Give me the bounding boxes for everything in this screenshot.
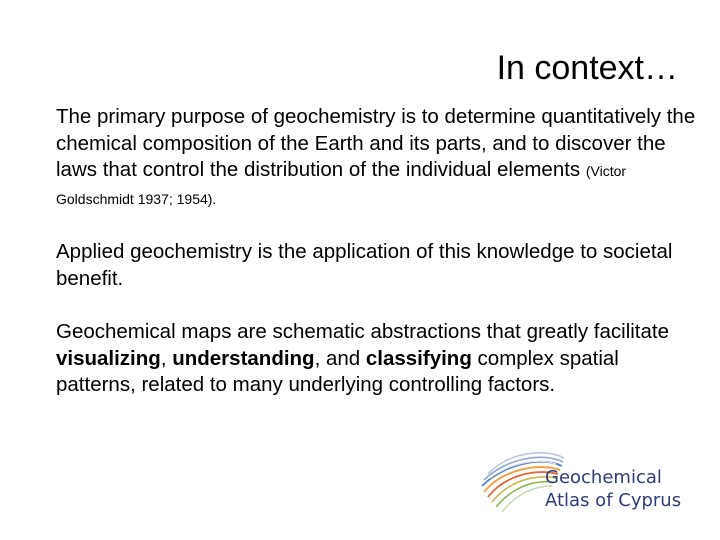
slide-title: In context… [496, 49, 678, 87]
paragraph-maps-text-2: , [160, 346, 173, 370]
paragraph-maps-text-3: , and [314, 346, 366, 370]
logo-line-1: Geochemical [545, 467, 662, 488]
paragraph-purpose [56, 104, 696, 212]
keyword-understanding: understanding [172, 346, 315, 370]
geochemical-atlas-logo [468, 440, 698, 530]
paragraph-maps-text-4: complex spatial patterns, related to many underlying controlling factors. [56, 346, 619, 396]
paragraph-maps [56, 319, 696, 399]
slide-body [56, 104, 696, 426]
citation: (Victor Goldschmidt 1937; 1954). [56, 163, 627, 207]
logo-line-2: Atlas of Cyprus [545, 490, 682, 511]
keyword-visualizing: visualizing [56, 346, 161, 370]
paragraph-maps-text-1: Geochemical maps are schematic abstractions that greatly facilitate [56, 320, 669, 343]
paragraph-applied [56, 239, 696, 292]
logo-text [545, 466, 681, 512]
keyword-classifying: classifying [365, 346, 472, 370]
paragraph-purpose-text: The primary purpose of geochemistry is to determine quantitatively the chemical composition of the Earth and its parts, and to discover the laws that control the distribution of the individual elements [56, 105, 696, 181]
paragraph-applied-text: Applied geochemistry is the application of this knowledge to societal benefit. [56, 240, 673, 290]
